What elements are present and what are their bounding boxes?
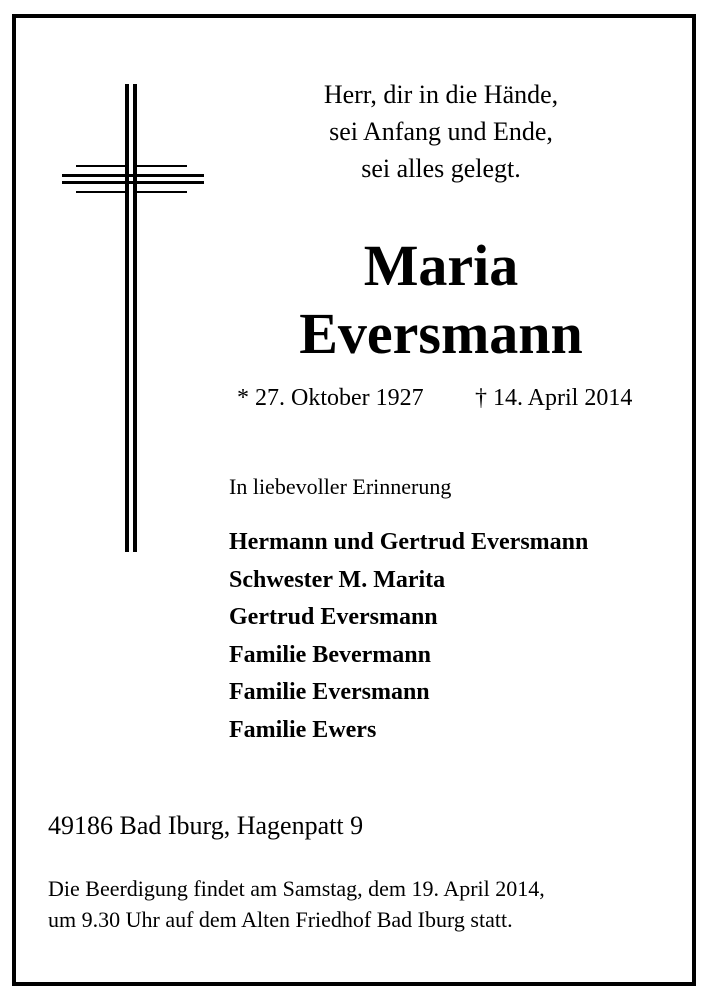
verse-line: sei alles gelegt. [361,154,521,183]
mourner-entry: Familie Bevermann [229,641,431,668]
mourners-list [229,524,588,750]
mourner-entry: Hermann und Gertrud Eversmann [229,529,589,555]
address: 49186 Bad Iburg, Hagenpatt 9 [48,811,364,840]
life-dates [237,383,633,413]
deceased-first-name: Maria [363,233,519,298]
funeral-line: Die Beerdigung findet am Samstag, dem 19. April 2014, [48,876,545,901]
bible-verse [240,76,642,187]
verse-line: sei Anfang und Ende, [329,117,553,146]
deceased-last-name: Eversmann [299,301,583,366]
verse-line: Herr, dir in die Hände, [323,80,559,109]
mourner-entry: Schwester M. Marita [229,566,446,593]
birth-date: * 27. Oktober 1927 [237,385,424,411]
deceased-name [240,232,642,368]
funeral-line: um 9.30 Uhr auf dem Alten Friedhof Bad Iburg statt. [48,907,513,932]
mourner-entry: Gertrud Eversmann [229,604,438,631]
mourner-entry: Familie Eversmann [229,679,430,706]
mourner-entry: Familie Ewers [229,716,377,743]
cross-icon [62,84,204,554]
memory-line: In liebevoller Erinnerung [229,474,452,499]
funeral-info [48,873,545,935]
death-date: † 14. April 2014 [475,385,633,411]
